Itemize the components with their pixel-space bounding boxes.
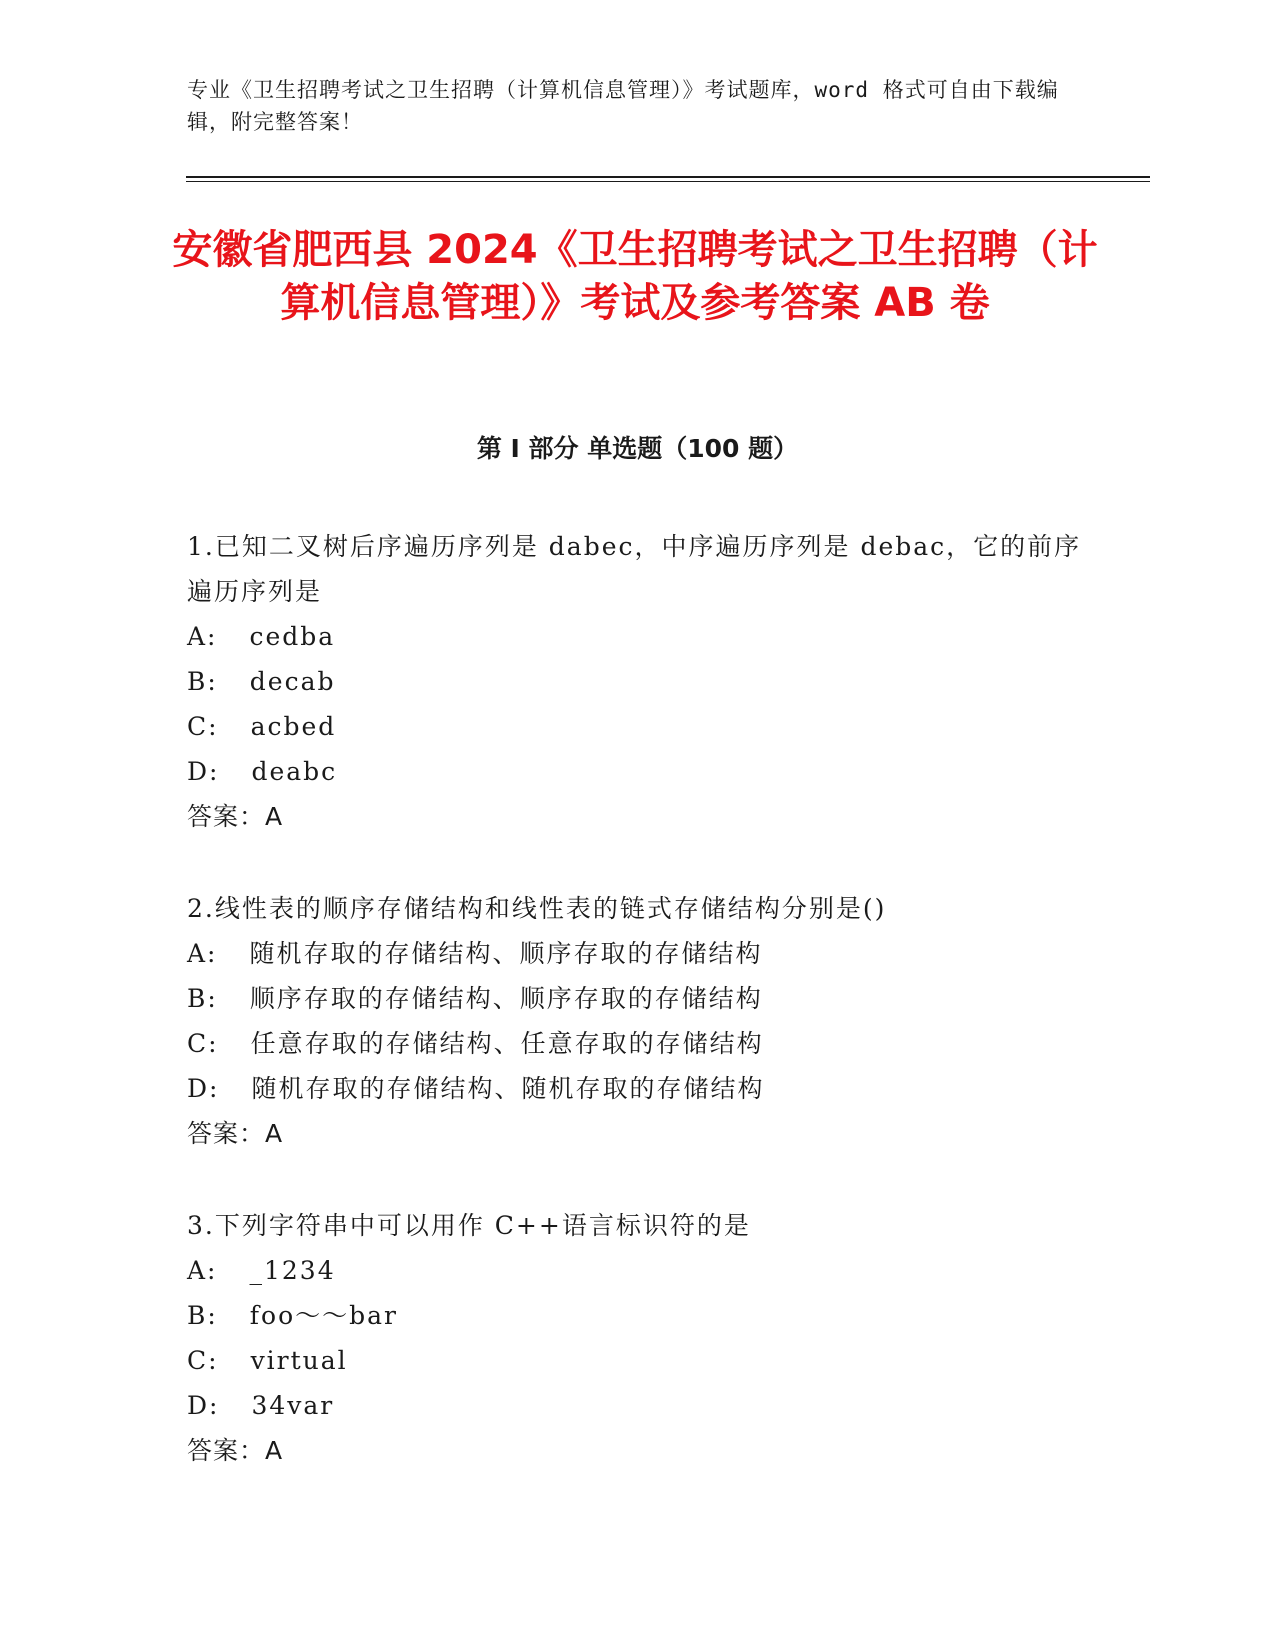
option-key: B: <box>187 1301 218 1330</box>
option-text: 任意存取的存储结构、任意存取的存储结构 <box>250 1029 764 1058</box>
option-text: 顺序存取的存储结构、顺序存取的存储结构 <box>249 984 763 1013</box>
option-text: 随机存取的存储结构、顺序存取的存储结构 <box>249 939 763 968</box>
question-text <box>187 524 1087 614</box>
option-key: D: <box>187 757 220 786</box>
question-2 <box>187 886 1087 1157</box>
option-key: B: <box>187 667 218 696</box>
option-text: acbed <box>250 712 337 741</box>
option-key: D: <box>187 1074 220 1103</box>
option-key: A: <box>187 939 218 968</box>
option-text: _1234 <box>249 1256 336 1285</box>
question-text <box>187 886 1087 931</box>
question-number: 3. <box>187 1211 215 1240</box>
answer-value: A <box>265 1119 284 1148</box>
option-text: virtual <box>250 1346 348 1375</box>
option-text: decab <box>249 667 336 696</box>
option-a <box>187 1248 1087 1293</box>
answer <box>187 1428 1087 1474</box>
option-key: C: <box>187 1346 219 1375</box>
section-heading: 第 I 部分 单选题（100 题） <box>476 434 799 463</box>
option-key: A: <box>187 622 218 651</box>
option-text: 随机存取的存储结构、随机存取的存储结构 <box>251 1074 765 1103</box>
option-text: cedba <box>249 622 336 651</box>
header-divider-thick <box>186 176 1150 178</box>
option-c <box>187 704 1087 749</box>
header-divider-thin <box>186 181 1150 182</box>
option-b <box>187 659 1087 704</box>
header-note: 专业《卫生招聘考试之卫生招聘（计算机信息管理）》考试题库，word 格式可自由下载编辑，附完整答案！ <box>187 78 1059 134</box>
option-key: C: <box>187 1029 219 1058</box>
question-stem: 下列字符串中可以用作 C++语言标识符的是 <box>214 1211 751 1240</box>
answer-label: 答案： <box>187 1436 266 1465</box>
question-stem: 已知二叉树后序遍历序列是 dabec，中序遍历序列是 debac，它的前序遍历序列是 <box>187 532 1082 606</box>
option-key: A: <box>187 1256 218 1285</box>
option-key: B: <box>187 984 218 1013</box>
option-d <box>187 1066 1087 1111</box>
question-3 <box>187 1203 1087 1474</box>
document-title: 安徽省肥西县 2024《卫生招聘考试之卫生招聘（计算机信息管理）》考试及参考答案 AB 卷 <box>172 227 1098 326</box>
question-1 <box>187 524 1087 840</box>
answer-value: A <box>265 802 284 831</box>
option-d <box>187 1383 1087 1428</box>
answer-label: 答案： <box>187 802 266 831</box>
option-d <box>187 749 1087 794</box>
question-text <box>187 1203 1087 1248</box>
option-text: deabc <box>251 757 338 786</box>
question-list <box>187 524 1087 1520</box>
answer <box>187 794 1087 840</box>
question-number: 2. <box>187 894 215 923</box>
option-key: C: <box>187 712 219 741</box>
question-stem: 线性表的顺序存储结构和线性表的链式存储结构分别是() <box>214 894 887 923</box>
option-b <box>187 1293 1087 1338</box>
option-a <box>187 931 1087 976</box>
option-b <box>187 976 1087 1021</box>
answer <box>187 1111 1087 1157</box>
option-c <box>187 1021 1087 1066</box>
answer-value: A <box>265 1436 284 1465</box>
option-key: D: <box>187 1391 220 1420</box>
answer-label: 答案： <box>187 1119 266 1148</box>
option-c <box>187 1338 1087 1383</box>
option-text: foo～～bar <box>249 1301 399 1330</box>
option-text: 34var <box>251 1391 335 1420</box>
question-number: 1. <box>187 532 215 561</box>
option-a <box>187 614 1087 659</box>
